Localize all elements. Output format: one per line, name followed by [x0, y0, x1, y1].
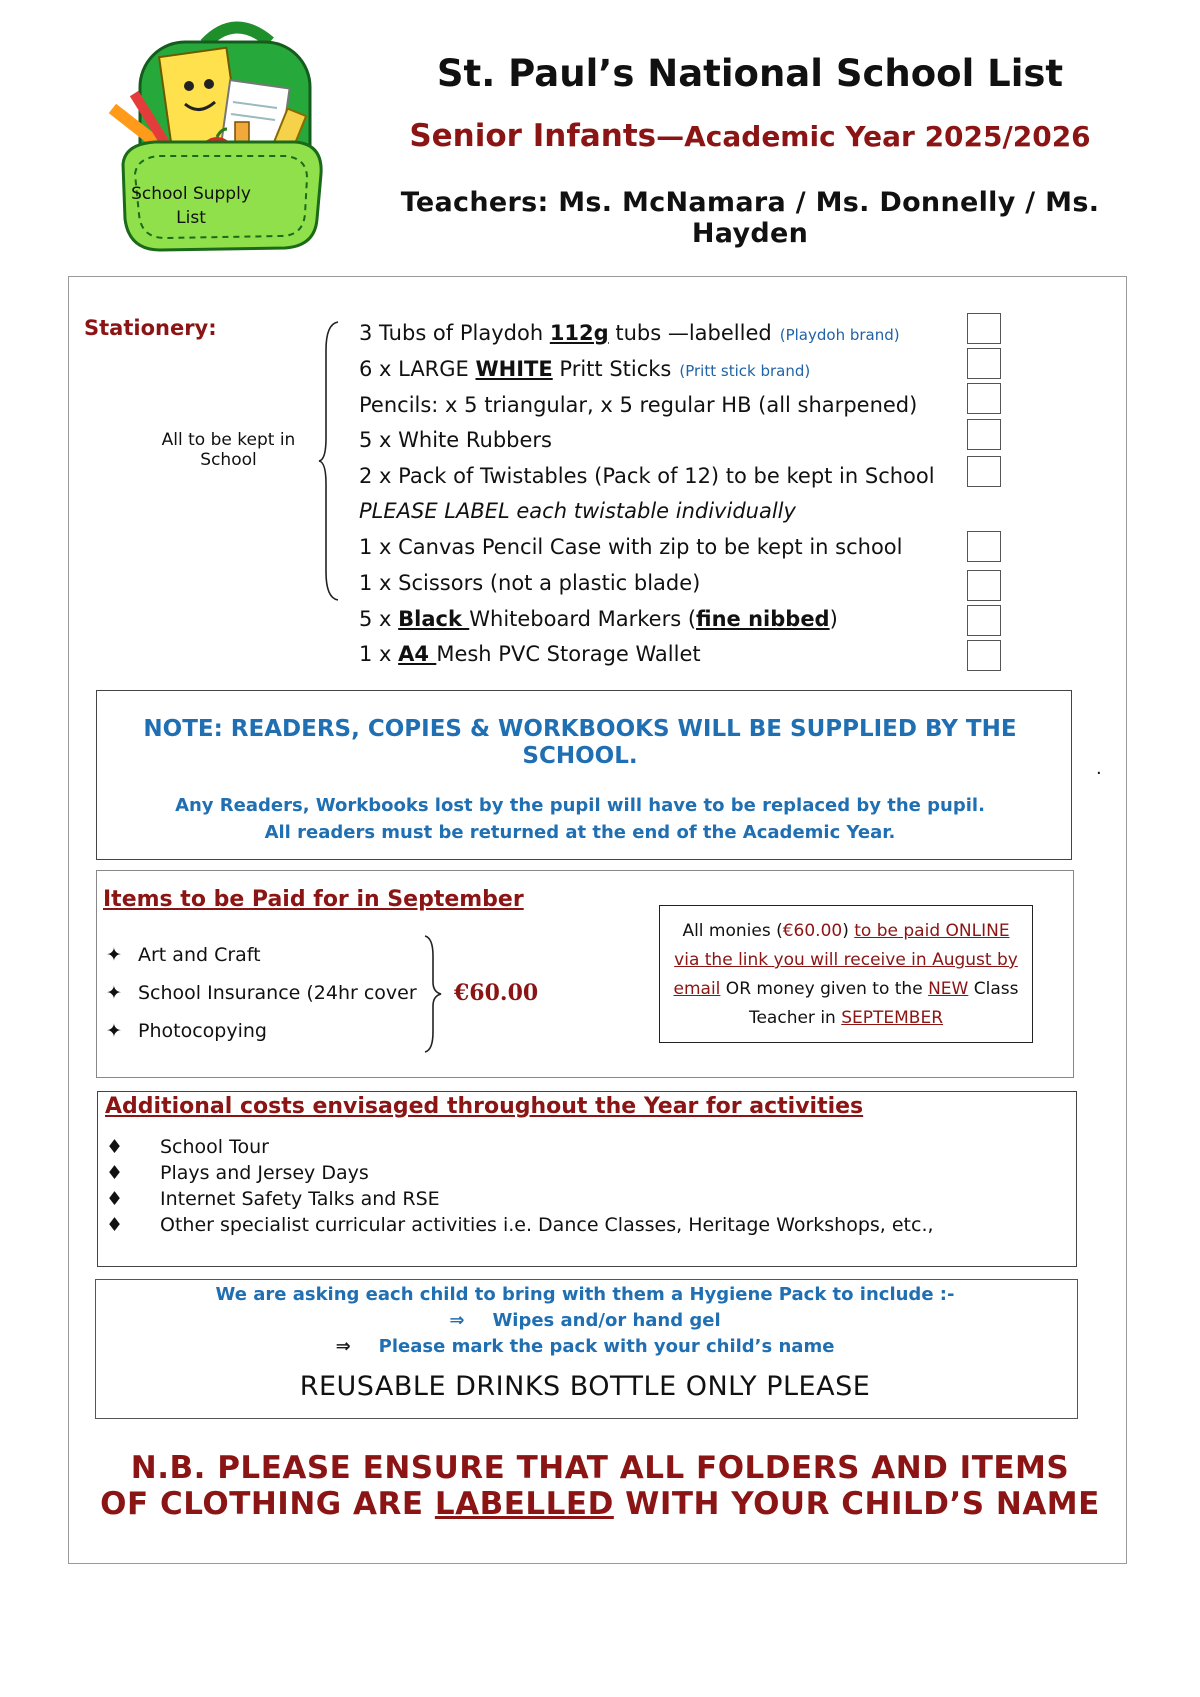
- paid-heading: Items to be Paid for in September: [103, 887, 524, 912]
- stray-dot: .: [1096, 758, 1102, 779]
- note-line-1: Any Readers, Workbooks lost by the pupil will have to be replaced by the pupil.: [175, 795, 985, 816]
- checkbox[interactable]: [967, 313, 1001, 344]
- diamond-bullet-icon: ♦: [106, 1188, 124, 1210]
- checkbox[interactable]: [967, 419, 1001, 450]
- school-bag-logo: [85, 14, 335, 264]
- stationery-item: 5 x Black Whiteboard Markers (fine nibbed): [359, 607, 838, 631]
- hygiene-line-1: We are asking each child to bring with them a Hygiene Pack to include :-: [215, 1284, 955, 1305]
- stationery-item: Pencils: x 5 triangular, x 5 regular HB (all sharpened): [359, 393, 918, 417]
- star-bullet-icon: ✦: [106, 944, 122, 966]
- additional-item: ♦ Internet Safety Talks and RSE: [106, 1188, 440, 1210]
- nb-line-1: N.B. PLEASE ENSURE THAT ALL FOLDERS AND ITEMS: [130, 1450, 1070, 1486]
- diamond-bullet-icon: ♦: [106, 1214, 124, 1236]
- diamond-bullet-icon: ♦: [106, 1162, 124, 1184]
- paid-item: ✦ Art and Craft: [106, 944, 261, 966]
- right-brace-icon: [423, 934, 447, 1054]
- nb-line-2: OF CLOTHING ARE LABELLED WITH YOUR CHILD’S NAME: [100, 1486, 1100, 1522]
- additional-item: ♦ School Tour: [106, 1136, 269, 1158]
- diamond-bullet-icon: ♦: [106, 1136, 124, 1158]
- arrow-icon: ⇒: [335, 1336, 351, 1357]
- stationery-item: 3 Tubs of Playdoh 112g tubs —labelled (Playdoh brand): [359, 321, 900, 345]
- checkbox[interactable]: [967, 383, 1001, 414]
- checkbox[interactable]: [967, 605, 1001, 636]
- star-bullet-icon: ✦: [106, 982, 122, 1004]
- checkbox[interactable]: [967, 640, 1001, 671]
- stationery-item: 6 x LARGE WHITE Pritt Sticks (Pritt stick brand): [359, 357, 811, 381]
- note-line-2: All readers must be returned at the end of the Academic Year.: [264, 822, 896, 843]
- logo-text-line1: School Supply: [131, 184, 251, 204]
- class-name: Senior Infants: [409, 118, 657, 154]
- checkbox[interactable]: [967, 531, 1001, 562]
- curly-brace-icon: [318, 320, 340, 602]
- stationery-item: 1 x A4 Mesh PVC Storage Wallet: [359, 642, 701, 666]
- keep-in-school-note: All to be kept in School: [161, 430, 296, 470]
- stationery-label-note: PLEASE LABEL each twistable individually: [359, 499, 796, 523]
- drinks-bottle-note: REUSABLE DRINKS BOTTLE ONLY PLEASE: [299, 1371, 871, 1402]
- additional-item: ♦ Other specialist curricular activities i.e. Dance Classes, Heritage Workshops, etc.,: [106, 1214, 934, 1236]
- class-and-year: [360, 118, 1140, 154]
- academic-year: —Academic Year 2025/2026: [656, 120, 1091, 153]
- note-heading: NOTE: READERS, COPIES & WORKBOOKS WILL BE SUPPLIED BY THE SCHOOL.: [143, 716, 1017, 769]
- stationery-item: 5 x White Rubbers: [359, 428, 552, 452]
- stationery-item: 1 x Scissors (not a plastic blade): [359, 571, 701, 595]
- stationery-label: Stationery:: [84, 316, 217, 340]
- brand-note: (Pritt stick brand): [679, 362, 811, 380]
- teachers-line: Teachers: Ms. McNamara / Ms. Donnelly / Ms. Hayden: [400, 187, 1100, 249]
- hygiene-line-2: ⇒ Wipes and/or hand gel: [449, 1310, 721, 1331]
- additional-item: ♦ Plays and Jersey Days: [106, 1162, 369, 1184]
- monies-text: All monies (€60.00) to be paid ONLINE via the link you will receive in August by email OR money given to the NEW Class Teacher in SEPTEMBER: [673, 921, 1019, 1028]
- total-amount: €60.00: [454, 980, 539, 1006]
- checkbox[interactable]: [967, 456, 1001, 487]
- checkbox[interactable]: [967, 570, 1001, 601]
- logo-text-line2: List: [176, 208, 206, 228]
- page-title: St. Paul’s National School List: [436, 52, 1064, 95]
- arrow-icon: ⇒: [449, 1310, 465, 1331]
- additional-heading: Additional costs envisaged throughout the Year for activities: [105, 1094, 864, 1119]
- brand-note: (Playdoh brand): [779, 326, 900, 344]
- stationery-item: 1 x Canvas Pencil Case with zip to be kept in school: [359, 535, 903, 559]
- star-bullet-icon: ✦: [106, 1020, 122, 1042]
- stationery-item: 2 x Pack of Twistables (Pack of 12) to be kept in School: [359, 464, 935, 488]
- paid-item: ✦ Photocopying: [106, 1020, 267, 1042]
- paid-item: ✦ School Insurance (24hr cover: [106, 982, 417, 1004]
- hygiene-line-3: ⇒ Please mark the pack with your child’s name: [335, 1336, 835, 1357]
- checkbox[interactable]: [967, 348, 1001, 379]
